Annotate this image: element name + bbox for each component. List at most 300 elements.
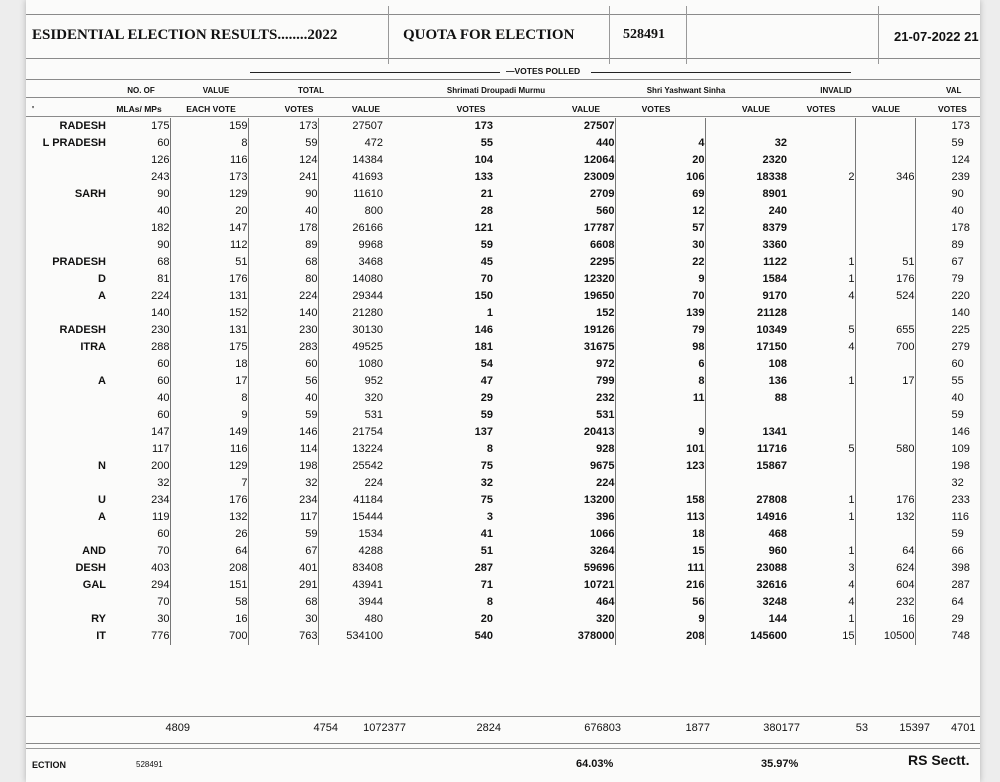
cell-each: 176 (170, 492, 248, 509)
cell-ival: 580 (855, 441, 915, 458)
cell-sv: 111 (615, 560, 705, 577)
cell-each: 175 (170, 339, 248, 356)
table-row (26, 577, 980, 594)
table-row (26, 407, 980, 424)
cell-iv: 1 (787, 543, 855, 560)
cell-tval: 26166 (352, 222, 383, 234)
cell-ival: 524 (855, 288, 915, 305)
cell-mval: 6608 (493, 237, 615, 254)
cell-mval: 928 (493, 441, 615, 458)
cell-tval: 11610 (353, 188, 383, 200)
cell-sv: 57 (615, 220, 705, 237)
cell-sv: 158 (615, 492, 705, 509)
result-date: 21-07-2022 21 (894, 29, 979, 44)
cell-state (26, 169, 106, 186)
cell-tval: 472 (364, 137, 383, 149)
total-value: 1072377 (363, 722, 406, 734)
cell-mval: 17787 (493, 220, 615, 237)
cell-iv: 1 (787, 492, 855, 509)
cell-ival: 655 (855, 322, 915, 339)
table-row (26, 560, 980, 577)
cell-tval: 41184 (353, 494, 383, 506)
cell-mv: 47 (480, 375, 493, 387)
cell-tv: 763 (248, 628, 318, 645)
col-no-of: NO. OF (127, 86, 155, 95)
cell-tval: 3944 (358, 596, 383, 608)
cell-mlas: 234 (106, 492, 170, 509)
cell-ival: 232 (855, 594, 915, 611)
cell-iv (787, 237, 855, 254)
cell-state: GAL (82, 579, 106, 591)
cell-iv: 4 (787, 577, 855, 594)
cell-mlas: 60 (106, 526, 170, 543)
cell-mlas: 32 (106, 475, 170, 492)
cell-sv: 9 (615, 611, 705, 628)
cell-mval: 31675 (493, 339, 615, 356)
cell-each: 149 (170, 424, 248, 441)
cell-sval: 960 (768, 545, 787, 557)
table-row (26, 186, 980, 203)
cell-each: 700 (170, 628, 248, 645)
cell-sval: 10349 (756, 324, 787, 336)
cell-mv: 75 (480, 494, 493, 506)
cell-last: 398 (951, 562, 970, 574)
cell-mlas: 90 (106, 186, 170, 203)
table-row (26, 288, 980, 305)
cell-iv (787, 152, 855, 169)
cell-tv: 80 (248, 271, 318, 288)
cell-last: 116 (951, 511, 970, 523)
cell-sval: 136 (768, 375, 787, 387)
cell-sval: 23088 (756, 562, 787, 574)
cell-tv: 401 (248, 560, 318, 577)
col-total: TOTAL (298, 86, 324, 95)
cell-sval: 17150 (756, 341, 787, 353)
cell-mlas: 140 (106, 305, 170, 322)
cell-state (26, 237, 106, 254)
cell-each: 9 (170, 407, 248, 424)
murmu-percentage: 64.03% (576, 758, 614, 770)
cell-each: 147 (170, 220, 248, 237)
cell-last: 748 (951, 630, 970, 642)
cell-sval (705, 407, 787, 424)
col-invalid: INVALID (820, 86, 852, 95)
cell-tval: 83408 (352, 562, 383, 574)
total-invalid-votes: 53 (855, 722, 868, 734)
cell-state (26, 441, 106, 458)
cell-last: 32 (951, 477, 964, 489)
cell-last: 239 (951, 171, 970, 183)
cell-state: A (98, 511, 106, 523)
cell-ival (855, 458, 915, 475)
table-row (26, 271, 980, 288)
cell-iv: 1 (787, 611, 855, 628)
table-row (26, 492, 980, 509)
cell-tv: 56 (248, 373, 318, 390)
cell-last: 225 (951, 324, 970, 336)
cell-ival: 624 (855, 560, 915, 577)
footer-quota: 528491 (136, 760, 163, 769)
cell-tval: 534100 (346, 630, 383, 642)
sinha-percentage: 35.97% (761, 758, 799, 770)
cell-iv: 1 (787, 509, 855, 526)
cell-state: IT (96, 630, 106, 642)
cell-mlas: 68 (106, 254, 170, 271)
cell-each: 116 (170, 152, 248, 169)
cell-each: 20 (170, 203, 248, 220)
cell-mv: 70 (480, 273, 493, 285)
cell-state: A (98, 290, 106, 302)
cell-tv: 230 (248, 322, 318, 339)
cell-state: AND (82, 545, 106, 557)
cell-mlas: 70 (106, 594, 170, 611)
table-row (26, 628, 980, 645)
cell-last: 279 (951, 341, 970, 353)
cell-tval: 224 (364, 477, 383, 489)
cell-tv: 114 (248, 441, 318, 458)
cell-sval: 8379 (762, 222, 787, 234)
cell-last: 233 (951, 494, 970, 506)
cell-sv: 15 (615, 543, 705, 560)
votes-polled-rule (591, 72, 851, 73)
cell-each: 208 (170, 560, 248, 577)
cell-each: 64 (170, 543, 248, 560)
cell-last: 220 (951, 290, 970, 302)
sheet-title: ESIDENTIAL ELECTION RESULTS........2022 (32, 27, 338, 43)
cell-ival: 51 (855, 254, 915, 271)
table-row (26, 135, 980, 152)
cell-mval: 12320 (493, 271, 615, 288)
cell-state: RADESH (59, 120, 106, 132)
cell-mv: 41 (480, 528, 493, 540)
cell-mlas: 175 (106, 118, 170, 135)
cell-last: 146 (951, 426, 970, 438)
cell-each: 173 (170, 169, 248, 186)
col-sinha: Shri Yashwant Sinha (646, 86, 726, 95)
cell-mlas: 288 (106, 339, 170, 356)
cell-mv: 45 (480, 256, 493, 268)
cell-state: RY (91, 613, 106, 625)
cell-last: 287 (951, 579, 970, 591)
cell-last: 79 (951, 273, 964, 285)
cell-mv: 32 (480, 477, 493, 489)
col-sinha-votes: VOTES (641, 104, 671, 114)
quota-value: 528491 (623, 27, 665, 42)
cell-tv: 198 (248, 458, 318, 475)
cell-mv: 3 (486, 511, 493, 523)
cell-mv: 104 (474, 154, 493, 166)
cell-mv: 75 (480, 460, 493, 472)
cell-sv (615, 118, 705, 135)
total-mlas: 4809 (165, 722, 190, 734)
cell-ival: 17 (855, 373, 915, 390)
cell-state (26, 390, 106, 407)
cell-sv: 18 (615, 526, 705, 543)
cell-ival (855, 424, 915, 441)
cell-sval: 21128 (757, 307, 787, 319)
result-sheet (26, 0, 980, 782)
cell-last: 29 (951, 613, 964, 625)
table-row (26, 526, 980, 543)
cell-state: L PRADESH (42, 137, 106, 149)
cell-iv: 1 (787, 373, 855, 390)
table-row (26, 543, 980, 560)
cell-sv: 9 (615, 271, 705, 288)
cell-sval: 15867 (756, 460, 787, 472)
cell-tv: 89 (248, 237, 318, 254)
cell-ival: 132 (855, 509, 915, 526)
cell-mv: 21 (480, 188, 493, 200)
cell-state (26, 220, 106, 237)
cell-tv: 146 (248, 424, 318, 441)
cell-mlas: 126 (106, 152, 170, 169)
cell-sval: 468 (768, 528, 787, 540)
cell-mval: 10721 (493, 577, 615, 594)
cell-ival (855, 186, 915, 203)
cell-tv: 140 (248, 305, 318, 322)
cell-mv: 59 (480, 409, 493, 421)
cell-ival (855, 356, 915, 373)
col-val-last: VAL (946, 86, 962, 95)
cell-sv: 4 (615, 135, 705, 152)
cell-iv (787, 203, 855, 220)
cell-iv (787, 475, 855, 492)
cell-mlas: 224 (106, 288, 170, 305)
cell-mv: 146 (474, 324, 493, 336)
cell-last: 89 (951, 239, 964, 251)
cell-tval: 14080 (352, 273, 383, 285)
cell-iv (787, 135, 855, 152)
cell-mval: 13200 (493, 492, 615, 509)
header-bottom-rule (26, 58, 980, 59)
cell-state: DESH (75, 562, 106, 574)
cell-each: 129 (170, 186, 248, 203)
header-divider (609, 6, 610, 64)
cell-each: 159 (170, 118, 248, 135)
cell-sval: 3360 (762, 239, 787, 251)
cell-tv: 291 (248, 577, 318, 594)
cell-mv: 137 (474, 426, 493, 438)
cell-mv: 20 (480, 613, 493, 625)
cell-tv: 117 (248, 509, 318, 526)
cell-mval: 972 (493, 356, 615, 373)
cell-ival (855, 475, 915, 492)
cell-each: 7 (170, 475, 248, 492)
cell-ival: 10500 (855, 628, 915, 645)
cell-mv: 181 (474, 341, 493, 353)
cell-mlas: 40 (106, 203, 170, 220)
cell-ival (855, 305, 915, 322)
cell-mval: 1066 (493, 526, 615, 543)
cell-sval: 11716 (757, 443, 787, 455)
cell-tv: 283 (248, 339, 318, 356)
cell-mval: 20413 (493, 424, 615, 441)
cell-ival (855, 390, 915, 407)
cell-sval: 88 (774, 392, 787, 404)
cell-each: 151 (170, 577, 248, 594)
votes-polled-label: —VOTES POLLED (506, 66, 581, 76)
col-value: VALUE (202, 86, 230, 95)
cell-mv: 540 (474, 630, 493, 642)
total-murmu-value: 676803 (584, 722, 621, 734)
cell-mval: 152 (493, 305, 615, 322)
cell-mv: 1 (486, 307, 493, 319)
cell-ival: 64 (855, 543, 915, 560)
cell-iv: 5 (787, 322, 855, 339)
cell-mv: 51 (480, 545, 493, 557)
table-row (26, 356, 980, 373)
cell-iv (787, 424, 855, 441)
cell-sv: 20 (615, 152, 705, 169)
cell-last: 173 (951, 120, 970, 132)
cell-ival: 176 (855, 271, 915, 288)
cell-last: 55 (951, 375, 964, 387)
cell-tv: 59 (248, 526, 318, 543)
col-murmu-votes: VOTES (456, 104, 486, 114)
cell-mval: 12064 (493, 152, 615, 169)
table-row (26, 339, 980, 356)
table-row (26, 441, 980, 458)
cell-state: SARH (74, 188, 106, 200)
col-invalid-votes: VOTES (806, 104, 836, 114)
cell-iv: 4 (787, 339, 855, 356)
cell-mv: 54 (480, 358, 493, 370)
cell-mlas: 119 (106, 509, 170, 526)
cell-mlas: 403 (106, 560, 170, 577)
cell-mv: 173 (474, 120, 493, 132)
cell-last: 124 (951, 154, 970, 166)
cell-sval: 108 (768, 358, 787, 370)
cell-mval: 224 (493, 475, 615, 492)
cell-last: 59 (951, 137, 964, 149)
cell-last: 178 (951, 222, 970, 234)
col-mlas-mps: MLAs/ MPs (116, 104, 162, 114)
cell-tval: 49525 (352, 341, 383, 353)
table-row (26, 254, 980, 271)
cell-iv (787, 305, 855, 322)
cell-mlas: 776 (106, 628, 170, 645)
cell-tv: 30 (248, 611, 318, 628)
cell-mlas: 294 (106, 577, 170, 594)
cell-iv: 4 (787, 594, 855, 611)
cell-mval: 3264 (493, 543, 615, 560)
cell-sval: 2320 (762, 154, 787, 166)
cell-tv: 234 (248, 492, 318, 509)
cell-each: 16 (170, 611, 248, 628)
cell-each: 18 (170, 356, 248, 373)
cell-sv: 30 (615, 237, 705, 254)
cell-state (26, 152, 106, 169)
quota-label: QUOTA FOR ELECTION (403, 27, 575, 43)
cell-mval: 19650 (493, 288, 615, 305)
cell-iv: 4 (787, 288, 855, 305)
table-row (26, 594, 980, 611)
total-murmu-votes: 2824 (476, 722, 501, 734)
cell-each: 176 (170, 271, 248, 288)
cell-ival: 346 (855, 169, 915, 186)
col-total-votes: VOTES (284, 104, 314, 114)
total-sinha-value: 380177 (763, 722, 800, 734)
cell-state: ITRA (80, 341, 106, 353)
cell-tval: 800 (364, 205, 383, 217)
cell-tv: 60 (248, 356, 318, 373)
cell-mlas: 60 (106, 135, 170, 152)
cell-sv: 69 (615, 186, 705, 203)
cell-iv (787, 186, 855, 203)
cell-mlas: 200 (106, 458, 170, 475)
cell-tv: 224 (248, 288, 318, 305)
cell-mv: 29 (480, 392, 493, 404)
cell-state: D (98, 273, 106, 285)
cell-sv: 12 (615, 203, 705, 220)
cell-tval: 29344 (352, 290, 383, 302)
header-divider (686, 6, 687, 64)
cell-tval: 25542 (352, 460, 383, 472)
cell-sval: 18338 (756, 171, 787, 183)
cell-sval: 14916 (756, 511, 787, 523)
cell-sv: 11 (615, 390, 705, 407)
table-row (26, 203, 980, 220)
cell-mval: 59696 (493, 560, 615, 577)
cell-tval: 43941 (352, 579, 383, 591)
cell-ival (855, 526, 915, 543)
cell-iv (787, 526, 855, 543)
col-invalid-value: VALUE (871, 104, 901, 114)
cell-state (26, 424, 106, 441)
cell-sv: 9 (615, 424, 705, 441)
table-row (26, 152, 980, 169)
table-row (26, 305, 980, 322)
cell-tv: 124 (248, 152, 318, 169)
cell-sval (705, 118, 787, 135)
cell-iv (787, 220, 855, 237)
table-row (26, 424, 980, 441)
cell-mlas: 243 (106, 169, 170, 186)
cell-tval: 21280 (352, 307, 383, 319)
cell-mv: 150 (474, 290, 493, 302)
cell-mlas: 60 (106, 356, 170, 373)
cell-tval: 9968 (358, 239, 383, 251)
table-row (26, 458, 980, 475)
cell-sval: 3248 (762, 596, 787, 608)
table-row (26, 475, 980, 492)
header-top-rule (26, 14, 980, 15)
cell-ival (855, 220, 915, 237)
cell-mval: 396 (493, 509, 615, 526)
cell-tv: 32 (248, 475, 318, 492)
cell-last: 40 (951, 205, 964, 217)
signatory: RS Sectt. (908, 752, 970, 768)
cell-sv: 113 (615, 509, 705, 526)
cell-tval: 320 (364, 392, 383, 404)
cell-state (26, 475, 106, 492)
cell-iv: 1 (787, 254, 855, 271)
cell-ival (855, 135, 915, 152)
cell-last: 59 (951, 528, 964, 540)
cell-state (26, 594, 106, 611)
table-row (26, 373, 980, 390)
cell-last: 66 (951, 545, 964, 557)
cell-state (26, 356, 106, 373)
cell-tval: 531 (364, 409, 383, 421)
cell-mval: 799 (493, 373, 615, 390)
cell-mval: 23009 (493, 169, 615, 186)
cell-mval: 9675 (493, 458, 615, 475)
cell-tv: 241 (248, 169, 318, 186)
cell-mv: 59 (480, 239, 493, 251)
total-invalid-value: 15397 (899, 722, 930, 734)
results-table (26, 118, 980, 645)
